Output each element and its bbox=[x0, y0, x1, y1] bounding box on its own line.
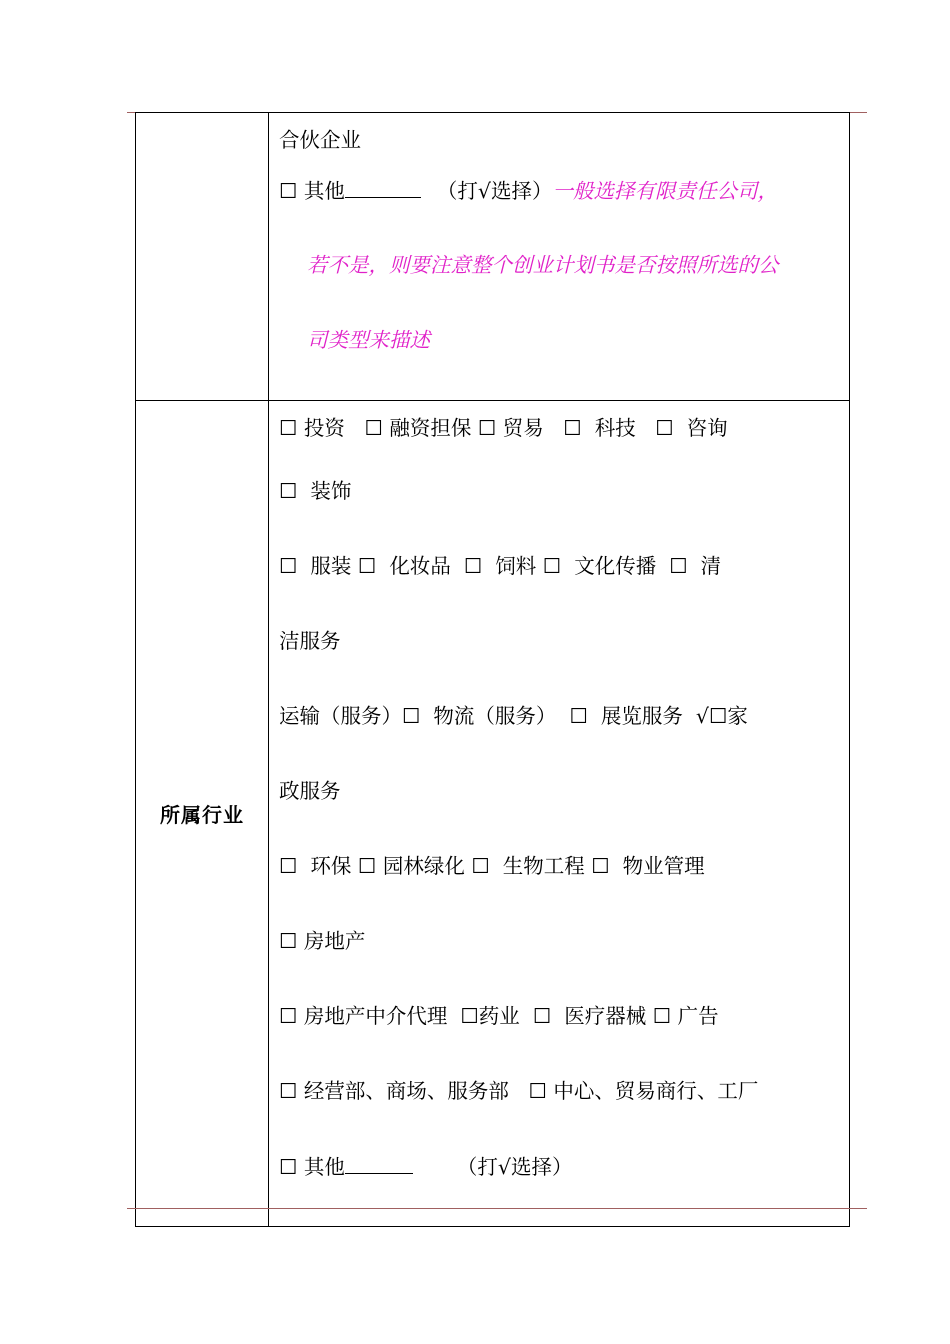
industry-options-cell bbox=[269, 401, 850, 1227]
option-partnership[interactable]: 合伙企业 bbox=[279, 128, 361, 152]
company-type-options-cell bbox=[269, 113, 850, 401]
industry-row bbox=[136, 401, 850, 1227]
industry-select-hint: （打√选择） bbox=[456, 1155, 573, 1179]
guidance-note-line-3: 司类型来描述 bbox=[307, 328, 430, 352]
guidance-note-line-2: 若不是，则要注意整个创业计划书是否按照所选的公 bbox=[307, 253, 779, 277]
company-type-row bbox=[136, 113, 850, 401]
industry-option-other[interactable]: ☐ 其他 bbox=[279, 1155, 345, 1179]
option-other[interactable]: ☐ 其他 bbox=[279, 179, 345, 203]
industry-label-cell bbox=[136, 401, 269, 1227]
industry-line-1[interactable]: ☐ 投资 ☐ 融资担保 ☐ 贸易 ☐ 科技 ☐ 咨询 bbox=[279, 416, 728, 440]
industry-line-2[interactable]: ☐ 装饰 bbox=[279, 479, 352, 503]
guidance-note-line-1: 一般选择有限责任公司， bbox=[552, 179, 778, 203]
company-type-label-cell bbox=[136, 113, 269, 401]
select-hint: （打√选择） bbox=[436, 179, 553, 203]
industry-line-4: 洁服务 bbox=[279, 629, 341, 653]
business-plan-form-table bbox=[135, 112, 850, 1227]
industry-other-line bbox=[269, 1151, 849, 1226]
other-blank-field[interactable] bbox=[345, 175, 421, 198]
industry-line-7[interactable]: ☐ 环保 ☐ 园林绿化 ☐ 生物工程 ☐ 物业管理 bbox=[279, 854, 705, 878]
industry-label: 所属行业 bbox=[160, 803, 244, 827]
industry-line-3[interactable]: ☐ 服装 ☐ 化妆品 ☐ 饲料 ☐ 文化传播 ☐ 清 bbox=[279, 554, 722, 578]
industry-other-blank-field[interactable] bbox=[345, 1151, 413, 1174]
industry-line-9[interactable]: ☐ 房地产中介代理 ☐药业 ☐ 医疗器械 ☐ 广告 bbox=[279, 1004, 719, 1028]
industry-line-5[interactable]: 运输（服务）☐ 物流（服务） ☐ 展览服务 √☐家 bbox=[279, 704, 748, 728]
bottom-rule bbox=[127, 1208, 867, 1209]
industry-line-10[interactable]: ☐ 经营部、商场、服务部 ☐ 中心、贸易商行、工厂 bbox=[279, 1079, 759, 1103]
industry-line-6: 政服务 bbox=[279, 779, 341, 803]
industry-line-8[interactable]: ☐ 房地产 bbox=[279, 929, 366, 953]
option-other-line bbox=[269, 175, 849, 250]
